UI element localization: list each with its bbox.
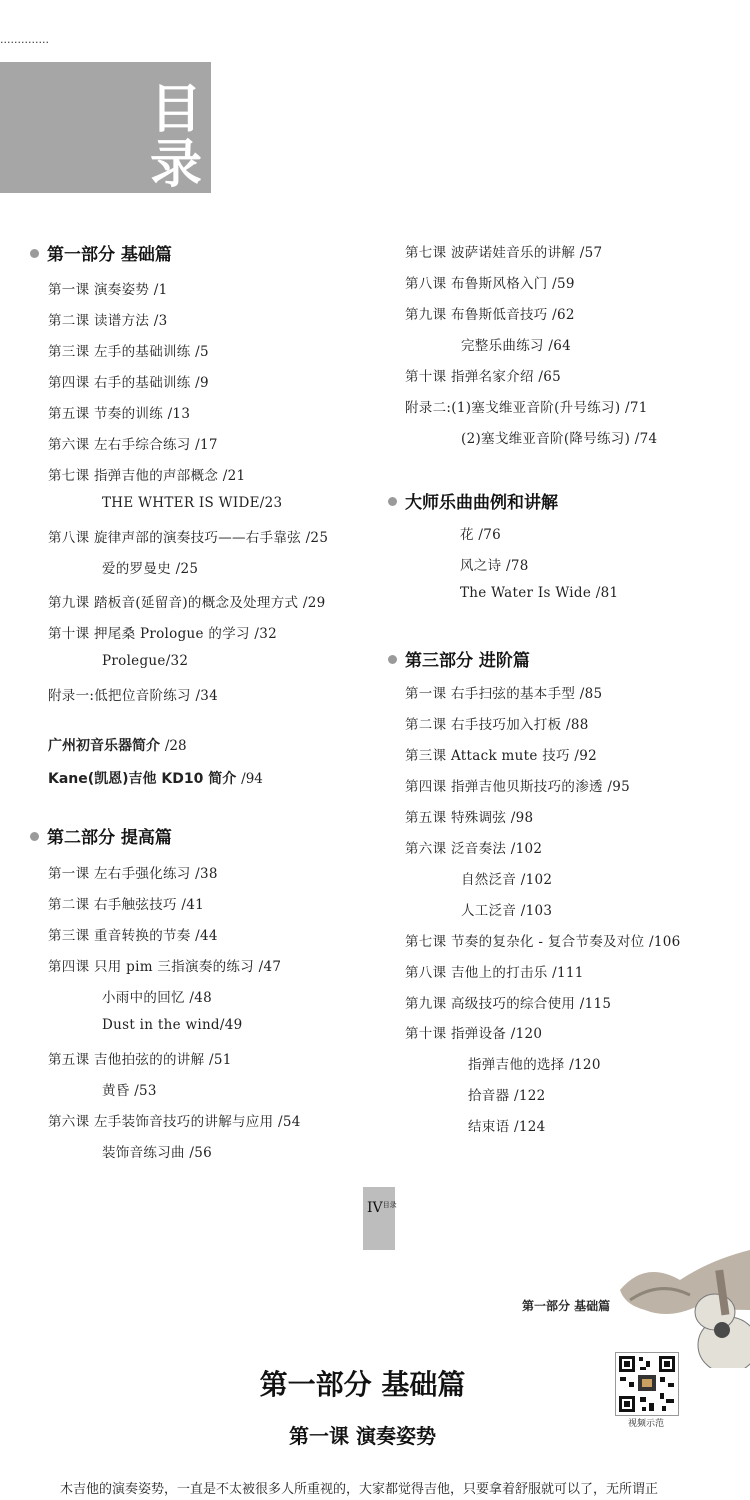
toc-subitem[interactable]: 拾音器 /122 — [468, 1088, 546, 1104]
toc-item[interactable]: 第八课 旋律声部的演奏技巧——右手靠弦 /25 — [48, 530, 329, 546]
toc-subitem[interactable]: 完整乐曲练习 /64 — [461, 338, 572, 354]
bullet-icon — [30, 249, 39, 258]
toc-item[interactable]: 第九课 高级技巧的综合使用 /115 — [405, 996, 612, 1012]
toc-item[interactable]: 第一课 右手扫弦的基本手型 /85 — [405, 686, 603, 702]
toc-ad-entry[interactable]: Kane(凯恩)吉他 KD10 简介 /94 — [48, 771, 263, 787]
section-heading-part3: 第三部分 进阶篇 — [388, 646, 530, 671]
guitar-illustration — [600, 1250, 750, 1368]
chapter-title: 第一部分 基础篇 — [259, 1368, 466, 1401]
body-paragraph: 木吉他的演奏姿势，一直是不太被很多人所重视的，大家都觉得吉他，只要拿着舒服就可以了，无所谓正 — [60, 1482, 659, 1497]
toc-item[interactable]: 第六课 泛音奏法 /102 — [405, 841, 543, 857]
bullet-icon — [30, 832, 39, 841]
toc-subitem[interactable]: Prolegue/32 — [102, 653, 189, 669]
toc-item[interactable]: 第六课 左手装饰音技巧的讲解与应用 /54 — [48, 1114, 301, 1130]
bullet-icon — [388, 497, 397, 506]
page-number: $IV^{目录}$ — [367, 1200, 397, 1216]
toc-item[interactable]: 第四课 指弹吉他贝斯技巧的渗透 /95 — [405, 779, 631, 795]
toc-subitem[interactable]: 黄昏 /53 — [102, 1083, 157, 1099]
section-heading-part1: 第一部分 基础篇 — [30, 240, 172, 265]
toc-subitem[interactable]: 结束语 /124 — [468, 1119, 546, 1135]
toc-item[interactable]: 第二课 读谱方法 /3 — [48, 313, 168, 329]
toc-item[interactable]: 第五课 节奏的训练 /13 — [48, 406, 191, 422]
toc-item[interactable]: 第九课 布鲁斯低音技巧 /62 — [405, 307, 575, 323]
toc-subitem[interactable]: Dust in the wind/49 — [102, 1017, 243, 1033]
toc-item[interactable]: 第三课 Attack mute 技巧 /92 — [405, 748, 598, 764]
toc-item[interactable]: 第五课 吉他拍弦的的讲解 /51 — [48, 1052, 232, 1068]
toc-item[interactable]: 第一课 左右手强化练习 /38 — [48, 866, 218, 882]
toc-item[interactable]: 第二课 右手触弦技巧 /41 — [48, 897, 205, 913]
toc-item[interactable]: 第六课 左右手综合练习 /17 — [48, 437, 218, 453]
toc-item[interactable]: 第九课 踏板音(延留音)的概念及处理方式 /29 — [48, 595, 326, 611]
section-heading-masters: 大师乐曲曲例和讲解 — [388, 488, 558, 513]
toc-subitem[interactable]: 自然泛音 /102 — [461, 872, 553, 888]
toc-subitem[interactable]: (2)塞戈维亚音阶(降号练习) /74 — [461, 431, 658, 447]
toc-item[interactable]: 第十课 押尾桑 Prologue 的学习 /32 — [48, 626, 278, 642]
toc-item[interactable]: 第七课 指弹吉他的声部概念 /21 — [48, 468, 246, 484]
bullet-icon — [388, 655, 397, 664]
toc-ad-entry[interactable]: 广州初音乐器简介 /28 — [48, 738, 187, 754]
section-heading-part2: 第二部分 提高篇 — [30, 823, 172, 848]
toc-item[interactable]: 第二课 右手技巧加入打板 /88 — [405, 717, 589, 733]
toc-item[interactable]: 第四课 右手的基础训练 /9 — [48, 375, 209, 391]
toc-item[interactable]: 第七课 波萨诺娃音乐的讲解 /57 — [405, 245, 603, 261]
toc-item[interactable]: 第三课 左手的基础训练 /5 — [48, 344, 209, 360]
toc-subitem[interactable]: 风之诗 /78 — [460, 558, 529, 574]
toc-subitem[interactable]: 花 /76 — [460, 527, 502, 543]
toc-subitem[interactable]: THE WHTER IS WIDE/23 — [102, 495, 283, 511]
toc-subitem[interactable]: 装饰音练习曲 /56 — [102, 1145, 213, 1161]
qr-caption: 视频示范 — [627, 1419, 664, 1429]
toc-subitem[interactable]: 指弹吉他的选择 /120 — [468, 1057, 601, 1073]
toc-title-char-2: 录 — [150, 135, 203, 195]
toc-item[interactable]: 第七课 节奏的复杂化 - 复合节奏及对位 /106 — [405, 934, 681, 950]
toc-subitem[interactable]: 小雨中的回忆 /48 — [102, 990, 213, 1006]
toc-item[interactable]: 第五课 特殊调弦 /98 — [405, 810, 534, 826]
toc-subitem[interactable]: The Water Is Wide /81 — [460, 585, 619, 601]
toc-item[interactable]: 第三课 重音转换的节奏 /44 — [48, 928, 218, 944]
toc-item[interactable]: 第四课 只用 pim 三指演奏的练习 /47 — [48, 959, 282, 975]
lesson-title: 第一课 演奏姿势 — [289, 1424, 436, 1448]
running-header: 第一部分 基础篇 — [522, 1299, 611, 1313]
toc-item[interactable]: 第一课 演奏姿势 /1 — [48, 282, 168, 298]
toc-title-char-1: 目 — [150, 80, 203, 140]
toc-subitem[interactable]: 爱的罗曼史 /25 — [102, 561, 199, 577]
toc-item[interactable]: 第十课 指弹设备 /120 — [405, 1026, 543, 1042]
toc-item[interactable]: 附录一:低把位音阶练习 /34 — [48, 688, 219, 704]
toc-item[interactable]: 第八课 布鲁斯风格入门 /59 — [405, 276, 575, 292]
page-number-tab — [363, 1187, 395, 1250]
toc-item[interactable]: 第十课 指弹名家介绍 /65 — [405, 369, 562, 385]
toc-item[interactable]: 第八课 吉他上的打击乐 /111 — [405, 965, 584, 981]
toc-item[interactable]: 附录二:(1)塞戈维亚音阶(升号练习) /71 — [405, 400, 648, 416]
dotted-line: .............. — [0, 33, 49, 46]
toc-subitem[interactable]: 人工泛音 /103 — [461, 903, 553, 919]
